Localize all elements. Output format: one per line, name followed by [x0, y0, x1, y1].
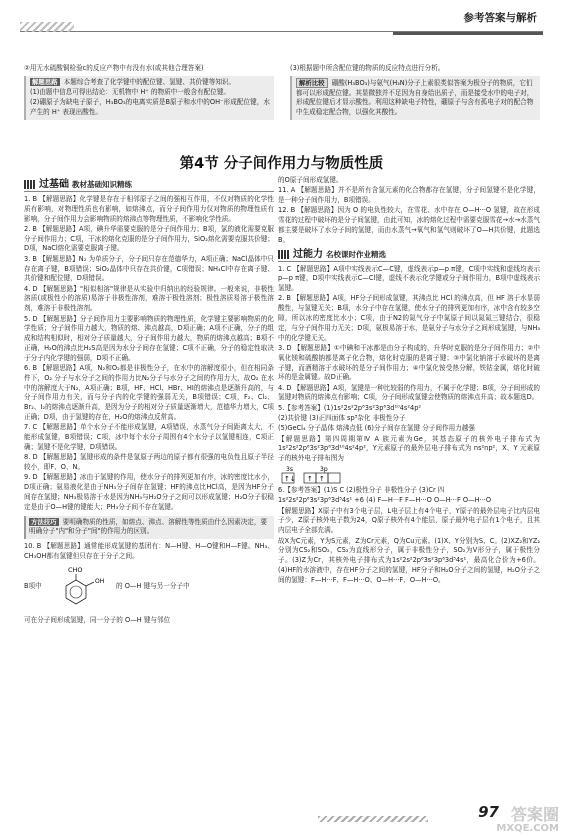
band-title: 过基础 — [39, 179, 69, 190]
page-footer — [0, 803, 563, 836]
solution-tag: 解题思路 — [32, 77, 58, 86]
running-header-title: 参考答案与解析 — [463, 12, 537, 24]
continued-answers — [24, 64, 541, 148]
answer-item: 4. D 【解题思路】A项，氢键是一种比较弱的作用力，不属于化学键；B项，分子间形成的氢键对物质的熔沸点有影响；C项，分子间形成氢键会使物质的熔沸点升高；故本题选D。 — [278, 383, 540, 402]
band-title: 过能力 — [293, 248, 323, 260]
continued-left-column — [24, 64, 274, 120]
answer-item: 【解题思路】第四周期第Ⅳ A 族元素为Ge，其基态原子的核外电子排布式为1s²2s²2p⁶3s²3p⁶3d¹⁰4s²4p²，Y元素原子的最外层电子排布式为 ns²np²，X、Y 元素原子的核外电子排布图为 — [278, 434, 540, 463]
watermark-logo — [427, 803, 559, 836]
header-rule — [393, 32, 543, 35]
answer-item: 6.【参考答案】(1)S C (2)极性分子 非极性分子 (3)Cr 四 — [278, 486, 445, 495]
answer-item: 【解题思路】X原子中有3个电子层，L电子层上有4个电子，Y原子的最外层电子比内层电子少，Z原子核外电子数为24，Q原子核外有4个能层，原子最外电子层有1个电子，且其内层电子全部充满。 — [278, 506, 540, 535]
orbital-label-3s: 3s — [286, 466, 293, 474]
answer-item: 1s²2s²2p⁶3s²3p⁶3d⁵4s¹ +6 (4) F—H···F F—H···O O—H···F O—H···O — [278, 496, 492, 505]
answer-item: 11. A 【解题思路】并不是所有含氢元素的化合物都存在氢键，分子间氢键不是化学键，是一种分子间作用力，B项错误。 — [278, 186, 540, 205]
answer-item: 3. B 【解题思路】N₂ 为单质分子，分子间只存在范德华力，A项正确；NaCl晶体中只存在离子键，B项错误；SiO₂晶体中只存在共价键，C项错误；NH₄Cl中存在离子键、共价键和配位键，D项错误。 — [24, 254, 274, 283]
answer-item: 2. B 【解题思路】A项，HF分子间形成氢键，其沸点比 HCl 的沸点高，但 HF 溶于水显弱酸性，与氢键无关；B项，水分子中存在氢键，使水分子的排列更加有序，冰中含有较多空隙，所以冰的密度比水小；C项，由于N2的氮气分子中氮原子间以氮氮三键结合，很稳定，与分子间作用力无关；D项，氨极易溶于水，是氨分子与水分子之间形成氢键，与NH₃中的化学键无关。 — [278, 294, 540, 342]
structure-diagram — [24, 564, 274, 614]
watermark-text: 答案圈 — [510, 805, 559, 824]
watermark-url: MXQE.COM — [496, 823, 559, 834]
band-icon — [24, 180, 36, 189]
ability-practice-band — [278, 248, 540, 262]
struct-text: B项中 — [24, 581, 42, 590]
answer-item: 4. D 【解题思路】"相似相溶"规律是从实验中归纳出的经验规律。一般来说，非极性溶质(或极性小的溶质)易溶于非极性溶剂，难溶于极性溶剂；极性溶质易溶于极性溶剂，难溶于非极性溶剂。 — [24, 284, 274, 313]
svg-text:OH: OH — [95, 577, 105, 585]
orbital-boxes-icon — [278, 465, 398, 485]
answer-item: 3. D 【解题思路】①中碘和干冰都是由分子构成的，升华时克服的是分子间作用力；②中氧化镁和硫酸钠都是离子化合物，熔化时克服的是离子键；③中氯化钠溶于水破坏的是离子键，而酒精溶于水破坏的是分子间作用力；④中氯化铵受热分解，铁钴金属，熔化时破坏的是金属键。故D正确。 — [278, 343, 540, 382]
solution-text: (1)由题中信息可得出结论：无机物中 H⁺ 的物质中一般含有配位键。 — [30, 87, 231, 96]
answer-item: 的O原子间形成氢键。 — [278, 176, 343, 184]
continued-line: ②用无水硫酸铜检验c的反应产物中有没有水(或其他合理答案) — [24, 64, 204, 72]
analysis-tag: 解析比较 — [296, 78, 328, 89]
svg-text:↑↓: ↑↓ — [284, 475, 296, 484]
answer-item: 7. C 【解题思路】单个水分子不能形成氢键，A项错误，水蒸气分子间距离太大，不能形成氢键，B项错误；C项，冰中每个水分子周围有4个水分子以氢键相连，C项正确；氢键不是化学键，D项错误。 — [24, 423, 274, 451]
continued-right-column — [290, 64, 540, 120]
band-subtitle: 名校课时作业精选 — [326, 249, 386, 259]
benzene-ring-icon — [54, 564, 114, 614]
answer-item: 1. C 【解题思路】A项中实线表示C—C键，虚线表示p—p π键，C项中实线和虚线均表示p—p π键，D项中实线表示C—Cl键，虚线不表示化学键或分子间作用力，B项中虚线表示氢键。 — [278, 264, 540, 293]
struct-label: CHO — [68, 565, 83, 574]
answer-item: 2. B 【解题思路】A项，碘升华需要克服的是分子间作用力；B项，氯的液化需要克服分子间作用力；C项，干冰的熔化克服的是分子间作用力，SiO₂熔化需要克服共价键；D项，NaCl熔化需要克服离子键。 — [24, 224, 274, 253]
answer-item: 6. B 【解题思路】A项，N₂和O₂都是非极性分子，在水中的溶解度很小，但在相同条件下，O₂ 分子与水分子之间的作用力比N₂分子与水分子之间的作用力大，故O₂ 在水中的溶解度大于N₂，A项正确；B项，HF、HCl、HBr、HI的熔沸点是逐渐升高的，与分子间作用力有关，而与分子内的化学键的强弱无关，B项错误；C项，F₂、Cl₂、Br₂、I₂的熔沸点逐渐升高，是因为分子的相对分子质量逐渐增大，范德华力增大，C项正确；D项，由于氢键的存在，H₂O的熔沸点反常高。 — [24, 364, 274, 422]
running-header — [20, 12, 543, 32]
answer-item: 9. D 【解题思路】冰由于氢键的作用，使水分子的排列更加有序，冰的密度比水小，D项正确；氨易液化是由于NH₃分子间存在氢键；HF的沸点比HCl高，是因为HF分子间存在氢键；NH₃极易溶于水是因为NH₃与H₂O分子之间可以形成氢键；H₂O分子很稳定是由于O—H键的键能大；PH₃分子间不存在氢键。 — [24, 473, 274, 511]
answer-item: 故X为C元素，Y为S元素，Z为Cr元素，Q为Cu元素。(1)X、Y分别为S、C。(2)XZ₂和YZ₂分别为CS₂和SO₂，CS₂为直线形分子，属于非极性分子，SO₂为V形分子，属于极性分子。(3)Z为Cr，其核外电子排布式为1s²2s²2p⁶3s²3p⁶3d⁵4s¹，最高化合价为+6价。(4)HF的水溶液中，存在HF分子之间的氢键，HF分子和H₂O分子之间的氢键，H₂O分子之间的氢键：F—H···F、F—H···O、O—H···F、O—H···O。 — [278, 536, 540, 584]
answer-item: 5.【参考答案】(1)1s²2s²2p⁶3s²3p⁶3d¹⁰4s²4p² — [278, 403, 422, 412]
basic-practice-band — [24, 178, 274, 192]
continued-line: (3)根据题中所含配位键的物质的反应特点进行分析。 — [290, 64, 445, 72]
method-tip — [24, 516, 274, 540]
answer-item: (2)共价键 (3)正四面体 sp³杂化 非极性分子 — [278, 414, 406, 423]
answer-item: (5)GeCl₄ 分子晶体 熔沸点低 (6)分子间存在氢键 分子间作用力越强 — [278, 424, 475, 433]
solution-text: (2)硼原子为缺电子原子，H₃BO₃的电离实质是B原子和水中的OH⁻形成配位键，水产生的 H⁺ 表现出酸性。 — [30, 97, 270, 116]
header-decoration — [20, 22, 74, 32]
band-subtitle: 教材基础知识精练 — [72, 180, 132, 189]
svg-text:↑: ↑ — [319, 475, 325, 484]
method-tag: 方法技巧 — [31, 517, 57, 526]
left-column — [24, 176, 274, 796]
answer-item: 10. B 【解题思路】通常能形成氢键的基团有：N—H键、H—O键和H—F键。NH₃、CH₃OH都有氢键但只存在于分子之间。 — [24, 542, 274, 560]
page-number: 97 — [478, 803, 499, 821]
band-icon — [278, 250, 290, 259]
analysis-text: 硼酸(H₃BO₃)与氨气(H₃N)分子上素很类似答案为极分子的物质，它们都可以形成配位键。其显微独并不足因为自身给出质子，而是接受水中的电子对，形成配位键后才显示酸性。利用这种缺电子特性，硼原子与含有孤电子对的配合物中生成稳定配合物，以强化其酸性。 — [296, 78, 534, 117]
analysis-comparison — [290, 76, 540, 120]
svg-text:↑: ↑ — [307, 475, 313, 484]
orbital-label-3p: 3p — [320, 466, 328, 474]
footer-decoration — [318, 816, 428, 822]
right-column — [278, 176, 540, 796]
solution-note — [24, 76, 274, 120]
method-text: 要明确物质的性质，如熔点、沸点、溶解性等性质由什么因素决定，要明确分子"内"和分子"间"的作用力的区别。 — [29, 517, 268, 536]
answer-item: 12. B 【解题思路】因为 O 的电负性较大，在雪花、水中存在 O—H···O 氢键，故在形成雪花的过程中破坏的是分子间氢键，由此可知，冰的熔化过程中需要克服雪花→水→水蒸气都主要是破坏了水分子间的氢键，而由水蒸气→氧气和氢气则破坏了O—H共价键，此题选B。 — [278, 206, 540, 244]
answer-item: 5. D 【解题思路】分子间作用力主要影响物质的物理性质，化学键主要影响物质的化学性质；分子间作用力越大，物质的熔、沸点越高，D项正确；A项不正确，分子的组成和结构相似时，相对分子质量越大，分子间作用力越大，物质的熔沸点越高；B项不正确，H₂O的沸点比H₂S高是因为水分子间存在氢键；C项不正确，分子的稳定性取决于分子内化学键的强弱，D项不正确。 — [24, 314, 274, 362]
orbital-diagram — [278, 465, 540, 485]
answer-item: 8. D 【解题思路】氢键形成的条件是氢原子两边的原子都有很强的电负性且原子半径较小，即F、O、N。 — [24, 453, 274, 472]
solution-text: 本题综合考查了化学键中的配位键、氢键、共价键等知识。 — [63, 77, 236, 86]
answer-item: 1. B 【解题思路】化学键是存在于相邻原子之间的强相互作用，不仅对物质的化学性质有影响，对物理性质也有影响，如熔沸点，而分子间作用力仅对物质的物理性质有影响，分子间作用力会影响物质的熔沸点等物理性质，不影响化学性质。 — [24, 195, 274, 223]
section-title: 第4节 分子间作用力与物质性质 — [179, 156, 384, 172]
answer-item: 可在分子间形成氢键，同一分子的 O—H 键与邻位 — [24, 615, 171, 624]
struct-text: 的 O—H 键与另一分子中 — [116, 581, 190, 590]
